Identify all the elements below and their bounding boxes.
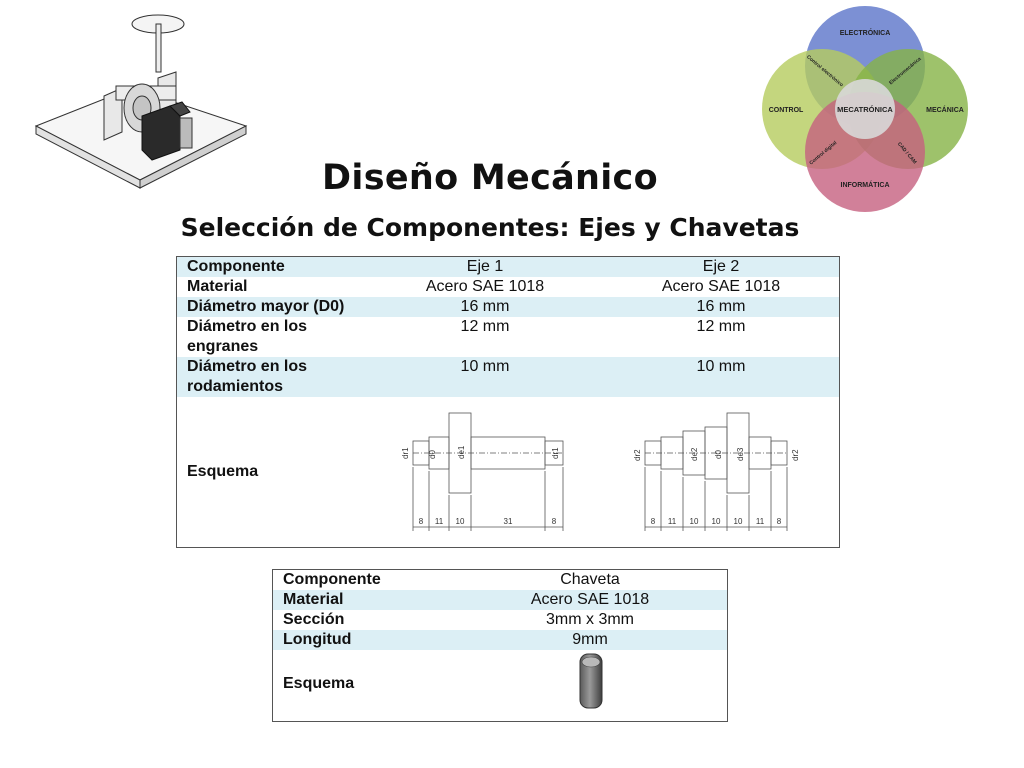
key-value: Chaveta <box>560 571 620 588</box>
table-row <box>273 570 727 590</box>
table-row <box>177 297 839 317</box>
eje1-value: 12 mm <box>460 318 510 335</box>
row-label: Componente <box>177 257 367 277</box>
venn-overlap-tl: Control electrónico <box>805 54 845 89</box>
venn-label-top: ELECTRÓNICA <box>839 30 891 37</box>
row-label: Material <box>273 590 453 610</box>
table-row <box>177 357 839 397</box>
row-label: Diámetro en los rodamientos <box>177 357 367 397</box>
eje2-schematic <box>603 397 839 541</box>
row-label: Sección <box>283 611 345 628</box>
slide-subtitle: Selección de Componentes: Ejes y Chavetas <box>180 213 800 242</box>
eje2-dim-label: de3 <box>736 447 745 461</box>
row-label: Diámetro mayor (D0) <box>177 297 367 317</box>
key-value: 3mm x 3mm <box>546 611 634 628</box>
eje2-dim-label: de2 <box>690 447 699 461</box>
eje1-length: 31 <box>503 517 513 526</box>
slide-title: Diseño Mecánico <box>322 158 658 198</box>
venn-label-bottom: INFORMÁTICA <box>840 182 890 189</box>
eje2-length: 8 <box>776 517 782 526</box>
eje1-dim-label: d0 <box>428 450 437 459</box>
table-row <box>177 317 839 357</box>
eje1-length: 8 <box>551 517 557 526</box>
row-label: Longitud <box>273 630 453 650</box>
key-table <box>272 569 728 722</box>
eje1-length: 10 <box>455 517 465 526</box>
table-row <box>177 277 839 297</box>
row-label: Diámetro en los engranes <box>187 318 308 355</box>
venn-label-left: CONTROL <box>768 107 804 114</box>
venn-overlap-br: CAD / CAM <box>895 141 918 166</box>
eje1-dim-label: dr1 <box>401 447 410 459</box>
row-label: Esquema <box>283 675 355 692</box>
eje1-length: 8 <box>418 517 424 526</box>
eje1-value: 16 mm <box>367 297 603 317</box>
row-label: Material <box>187 278 248 295</box>
row-label: Esquema <box>187 463 259 480</box>
table-row <box>273 610 727 630</box>
eje1-dim-label: dr1 <box>551 447 560 459</box>
eje1-value: Acero SAE 1018 <box>425 278 545 295</box>
eje2-length: 10 <box>689 517 699 526</box>
table-row <box>273 630 727 650</box>
table-row <box>273 590 727 610</box>
eje1-diagram-cell <box>367 397 603 547</box>
key-value: Acero SAE 1018 <box>453 590 727 610</box>
eje2-diagram-cell <box>603 397 839 547</box>
table-row <box>177 257 839 277</box>
row-label: Componente <box>283 571 381 588</box>
eje2-dim-label: dr2 <box>633 449 642 461</box>
eje2-value: 10 mm <box>603 357 839 397</box>
table-row <box>273 650 727 718</box>
key-diagram-cell <box>453 650 727 718</box>
eje2-dim-label: dr2 <box>791 449 800 461</box>
eje2-length: 8 <box>650 517 656 526</box>
eje2-value: 12 mm <box>696 318 746 335</box>
eje2-value: Acero SAE 1018 <box>661 278 781 295</box>
eje2-value: Eje 2 <box>603 257 839 277</box>
eje2-value: 16 mm <box>603 297 839 317</box>
eje2-dim-label: d0 <box>714 450 723 459</box>
eje2-length: 10 <box>733 517 743 526</box>
eje2-length: 10 <box>711 517 721 526</box>
eje1-schematic <box>367 397 603 541</box>
key-value: 9mm <box>453 630 727 650</box>
venn-overlap-bl: Control digital <box>808 140 839 167</box>
key-schematic <box>570 650 610 712</box>
eje1-dim-label: de1 <box>457 445 466 459</box>
eje2-length: 11 <box>667 517 677 526</box>
shafts-table <box>176 256 840 548</box>
eje1-length: 11 <box>434 517 444 526</box>
eje1-value: 10 mm <box>367 357 603 397</box>
venn-center-label: MECATRÓNICA <box>837 105 893 114</box>
venn-overlap-tr: Electromecánica <box>888 56 923 87</box>
eje1-value: Eje 1 <box>367 257 603 277</box>
venn-label-right: MECÁNICA <box>926 107 964 114</box>
table-row <box>177 397 839 547</box>
eje2-length: 11 <box>755 517 765 526</box>
